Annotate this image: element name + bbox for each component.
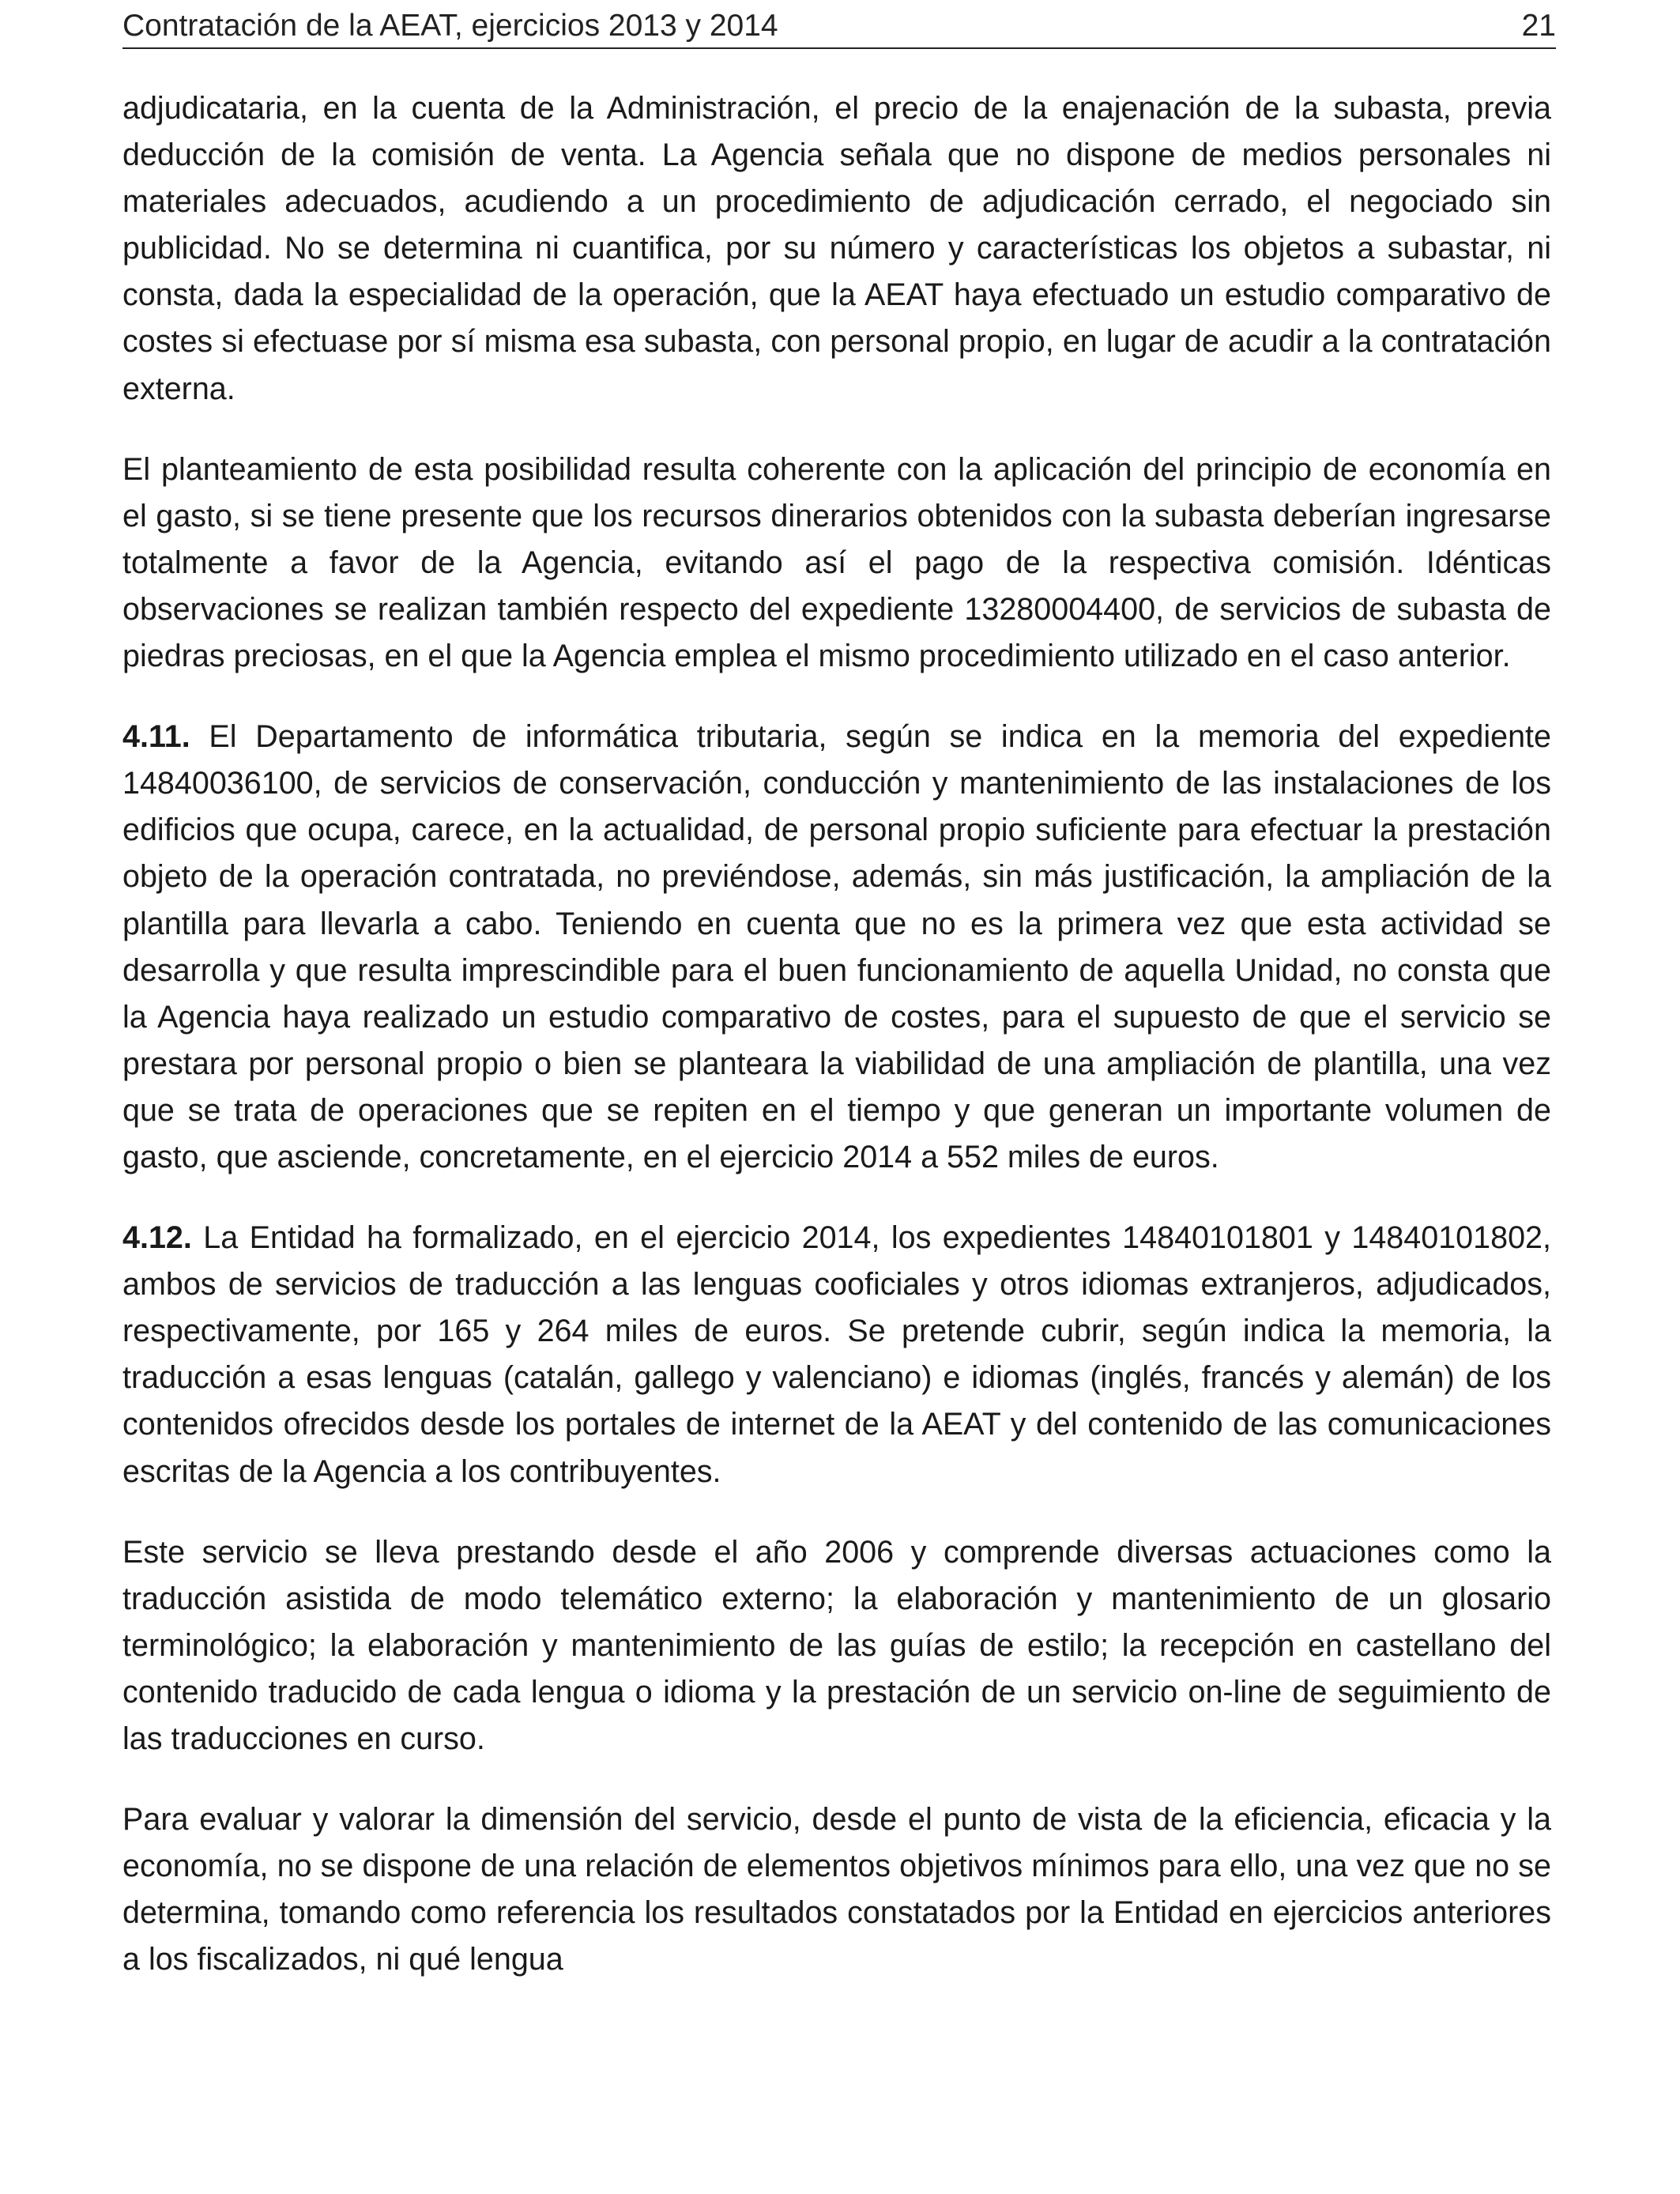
paragraph-section-4-12 — [122, 1215, 1551, 1495]
paragraph-servicio — [122, 1529, 1551, 1762]
paragraph-text: Este servicio se lleva prestando desde el año 2006 y comprende diversas actuaciones como la traducción asistida de modo telemático externo; la elaboración y mantenimiento de un glosario terminológico; la elaboración y mantenimiento de las guías de estilo; la recepción en castellano del contenido traducido de cada lengua o idioma y la prestación de un servicio on-line de seguimiento de las traducciones en curso. — [122, 1534, 1551, 1756]
paragraph-evaluacion — [122, 1796, 1551, 1983]
paragraph-text: La Entidad ha formalizado, en el ejercicio 2014, los expedientes 14840101801 y 14840101802, ambos de servicios de traducción a las lenguas cooficiales y otros idiomas extranjeros, adjudicados, respectivamente, por 165 y 264 miles de euros. Se pretende cubrir, según indica la memoria, la traducción a esas lenguas (catalán, gallego y valenciano) e idiomas (inglés, francés y alemán) de los contenidos ofrecidos desde los portales de internet de la AEAT y del contenido de las comunicaciones escritas de la Agencia a los contribuyentes. — [122, 1220, 1551, 1489]
page-header — [122, 5, 1556, 49]
paragraph-section-4-11 — [122, 714, 1551, 1181]
paragraph-text: adjudicataria, en la cuenta de la Administración, el precio de la enajenación de la subasta, previa deducción de la comisión de venta. La Agencia señala que no dispone de medios personales ni materiales adecuados, acudiendo a un procedimiento de adjudicación cerrado, el negociado sin publicidad. No se determina ni cuantifica, por su número y características los objetos a subastar, ni consta, dada la especialidad de la operación, que la AEAT haya efectuado un estudio comparativo de costes si efectuase por sí misma esa subasta, con personal propio, en lugar de acudir a la contratación externa. — [122, 91, 1551, 406]
section-number: 4.12. — [122, 1220, 192, 1256]
paragraph-continuation — [122, 85, 1551, 413]
page-number: 21 — [1521, 9, 1556, 43]
paragraph-text: El Departamento de informática tributaria, según se indica en la memoria del expediente 14840036100, de servicios de conservación, conducción y mantenimiento de las instalaciones de los edificios que ocupa, carece, en la actualidad, de personal propio suficiente para efectuar la prestación objeto de la operación contratada, no previéndose, además, sin más justificación, la ampliación de la plantilla para llevarla a cabo. Teniendo en cuenta que no es la primera vez que esta actividad se desarrolla y que resulta imprescindible para el buen funcionamiento de aquella Unidad, no consta que la Agencia haya realizado un estudio comparativo de costes, para el supuesto de que el servicio se prestara por personal propio o bien se planteara la viabilidad de una ampliación de plantilla, una vez que se trata de operaciones que se repiten en el tiempo y que generan un importante volumen de gasto, que asciende, concretamente, en el ejercicio 2014 a 552 miles de euros. — [122, 719, 1551, 1174]
section-number: 4.11. — [122, 719, 190, 755]
paragraph-text: Para evaluar y valorar la dimensión del servicio, desde el punto de vista de la eficiencia, eficacia y la economía, no se dispone de una relación de elementos objetivos mínimos para ello, una vez que no se determina, tomando como referencia los resultados constatados por la Entidad en ejercicios anteriores a los fiscalizados, ni qué lengua — [122, 1802, 1551, 1977]
document-body — [122, 85, 1551, 1983]
running-header-title: Contratación de la AEAT, ejercicios 2013 y 2014 — [122, 9, 778, 43]
paragraph-text: El planteamiento de esta posibilidad resulta coherente con la aplicación del principio de economía en el gasto, si se tiene presente que los recursos dinerarios obtenidos con la subasta deberían ingresarse totalmente a favor de la Agencia, evitando así el pago de la respectiva comisión. Idénticas observaciones se realizan también respecto del expediente 13280004400, de servicios de subasta de piedras preciosas, en el que la Agencia emplea el mismo procedimiento utilizado en el caso anterior. — [122, 451, 1551, 674]
paragraph-economia — [122, 447, 1551, 680]
